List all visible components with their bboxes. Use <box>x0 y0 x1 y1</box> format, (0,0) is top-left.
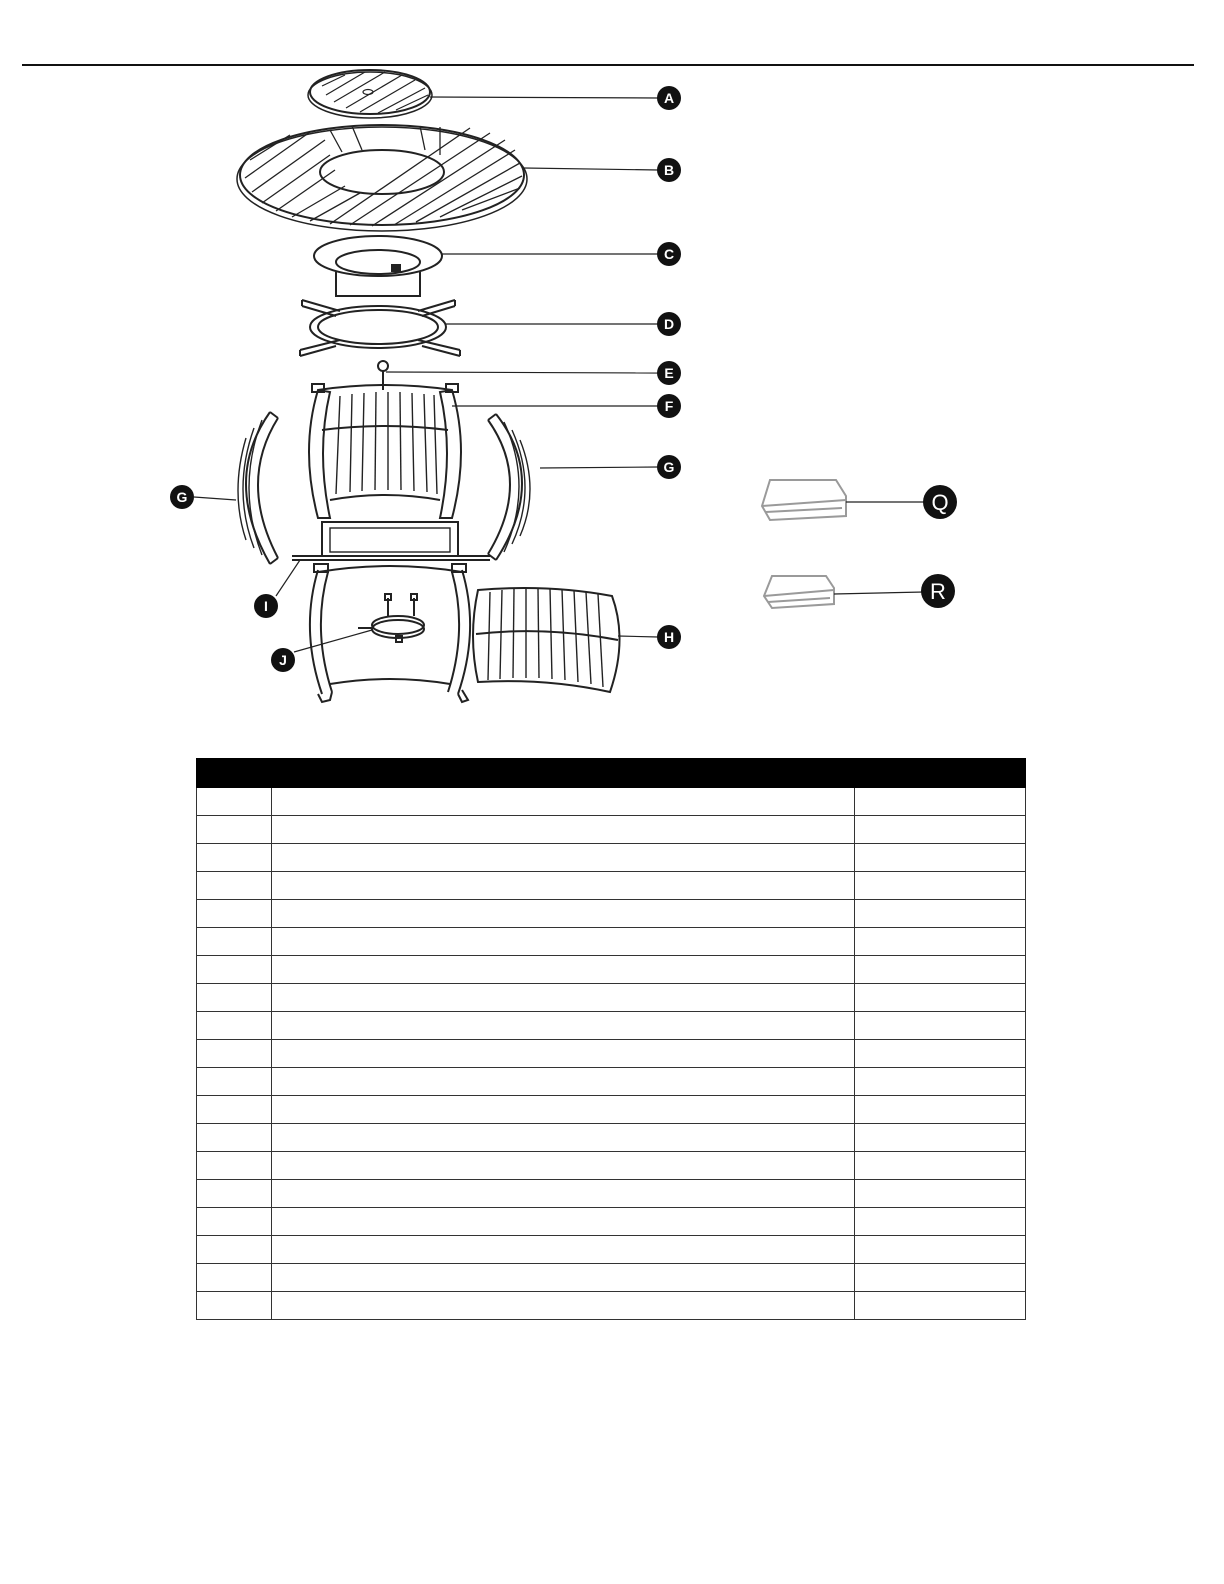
table-row <box>197 1068 1026 1096</box>
svg-text:B: B <box>663 162 675 178</box>
table-cell <box>272 1096 855 1124</box>
table-cell <box>197 872 272 900</box>
svg-text:C: C <box>663 246 675 262</box>
part-r-hardware-pack <box>764 576 834 608</box>
table-cell <box>272 1208 855 1236</box>
callout-d <box>657 312 681 336</box>
part-d-support-ring <box>300 300 460 356</box>
table-cell <box>272 1152 855 1180</box>
header-cell-quantity <box>855 759 1026 788</box>
callout-e <box>657 361 681 385</box>
part-b-table-top <box>237 125 527 231</box>
table-cell <box>855 928 1026 956</box>
callout-g-right <box>657 455 681 479</box>
svg-text:E: E <box>664 365 674 381</box>
table-row <box>197 1096 1026 1124</box>
callout-r <box>921 574 955 608</box>
table-cell <box>197 1208 272 1236</box>
table-cell <box>197 844 272 872</box>
table-cell <box>855 1096 1026 1124</box>
svg-text:I: I <box>264 598 268 614</box>
table-row <box>197 1264 1026 1292</box>
table-row <box>197 1180 1026 1208</box>
callout-c <box>657 242 681 266</box>
callout-b <box>657 158 681 182</box>
svg-text:D: D <box>663 316 675 332</box>
table-row <box>197 844 1026 872</box>
part-f-front-panel <box>309 384 461 518</box>
table-cell <box>855 1236 1026 1264</box>
table-cell <box>197 788 272 816</box>
table-cell <box>272 1124 855 1152</box>
table-cell <box>855 1264 1026 1292</box>
table-cell <box>197 1236 272 1264</box>
callout-i <box>254 594 278 618</box>
table-row <box>197 1040 1026 1068</box>
table-cell <box>272 1264 855 1292</box>
part-g-side-panel-left <box>238 412 278 564</box>
table-cell <box>272 956 855 984</box>
svg-text:H: H <box>663 629 675 645</box>
part-j-burner-ring <box>358 594 424 642</box>
table-cell <box>855 1040 1026 1068</box>
parts-table-body <box>197 788 1026 1320</box>
parts-table-header <box>197 759 1026 788</box>
svg-text:F: F <box>664 398 674 414</box>
part-g-side-panel-right <box>488 414 530 560</box>
part-h-door-panel <box>473 588 620 692</box>
table-cell <box>272 928 855 956</box>
parts-table <box>196 758 1026 1320</box>
part-c-fire-bowl <box>314 236 442 296</box>
table-cell <box>855 816 1026 844</box>
svg-text:R: R <box>930 579 946 604</box>
table-row <box>197 1124 1026 1152</box>
table-cell <box>197 900 272 928</box>
table-cell <box>197 1292 272 1320</box>
table-cell <box>197 1096 272 1124</box>
table-cell <box>197 1068 272 1096</box>
table-cell <box>855 788 1026 816</box>
table-cell <box>855 844 1026 872</box>
table-cell <box>855 1012 1026 1040</box>
svg-text:G: G <box>663 459 675 475</box>
table-row <box>197 1208 1026 1236</box>
table-row <box>197 1236 1026 1264</box>
table-cell <box>197 928 272 956</box>
callout-f <box>657 394 681 418</box>
table-cell <box>197 1124 272 1152</box>
svg-text:J: J <box>279 652 287 668</box>
table-cell <box>197 816 272 844</box>
table-cell <box>272 1040 855 1068</box>
table-row <box>197 1292 1026 1320</box>
table-cell <box>272 872 855 900</box>
table-row <box>197 984 1026 1012</box>
table-cell <box>272 1292 855 1320</box>
callout-j <box>271 648 295 672</box>
table-cell <box>272 816 855 844</box>
table-cell <box>855 1180 1026 1208</box>
svg-text:A: A <box>663 90 675 106</box>
table-cell <box>272 984 855 1012</box>
table-cell <box>855 900 1026 928</box>
table-cell <box>197 1180 272 1208</box>
table-cell <box>855 984 1026 1012</box>
table-cell <box>197 984 272 1012</box>
exploded-parts-diagram <box>0 0 1224 740</box>
table-cell <box>197 956 272 984</box>
table-row <box>197 816 1026 844</box>
table-row <box>197 788 1026 816</box>
table-cell <box>272 788 855 816</box>
table-row <box>197 1152 1026 1180</box>
table-cell <box>272 900 855 928</box>
table-row <box>197 900 1026 928</box>
table-cell <box>272 844 855 872</box>
table-row <box>197 956 1026 984</box>
part-i-base-tray <box>292 522 490 560</box>
svg-text:G: G <box>176 489 188 505</box>
table-row <box>197 928 1026 956</box>
table-cell <box>197 1264 272 1292</box>
table-cell <box>855 1124 1026 1152</box>
table-cell <box>272 1068 855 1096</box>
table-cell <box>272 1012 855 1040</box>
table-cell <box>197 1152 272 1180</box>
table-cell <box>855 1208 1026 1236</box>
table-cell <box>272 1236 855 1264</box>
table-cell <box>272 1180 855 1208</box>
header-cell-description <box>272 759 855 788</box>
table-row <box>197 872 1026 900</box>
table-cell <box>855 1068 1026 1096</box>
table-cell <box>855 1292 1026 1320</box>
callout-g-left <box>170 485 194 509</box>
part-q-hardware-pack <box>762 480 846 520</box>
header-cell-part <box>197 759 272 788</box>
callout-q <box>923 485 957 519</box>
svg-text:Q: Q <box>931 490 949 515</box>
table-cell <box>855 956 1026 984</box>
table-cell <box>197 1012 272 1040</box>
callout-a <box>657 86 681 110</box>
table-cell <box>855 872 1026 900</box>
table-cell <box>855 1152 1026 1180</box>
table-row <box>197 1012 1026 1040</box>
table-cell <box>197 1040 272 1068</box>
callout-h <box>657 625 681 649</box>
part-a-top-lid <box>308 70 432 118</box>
